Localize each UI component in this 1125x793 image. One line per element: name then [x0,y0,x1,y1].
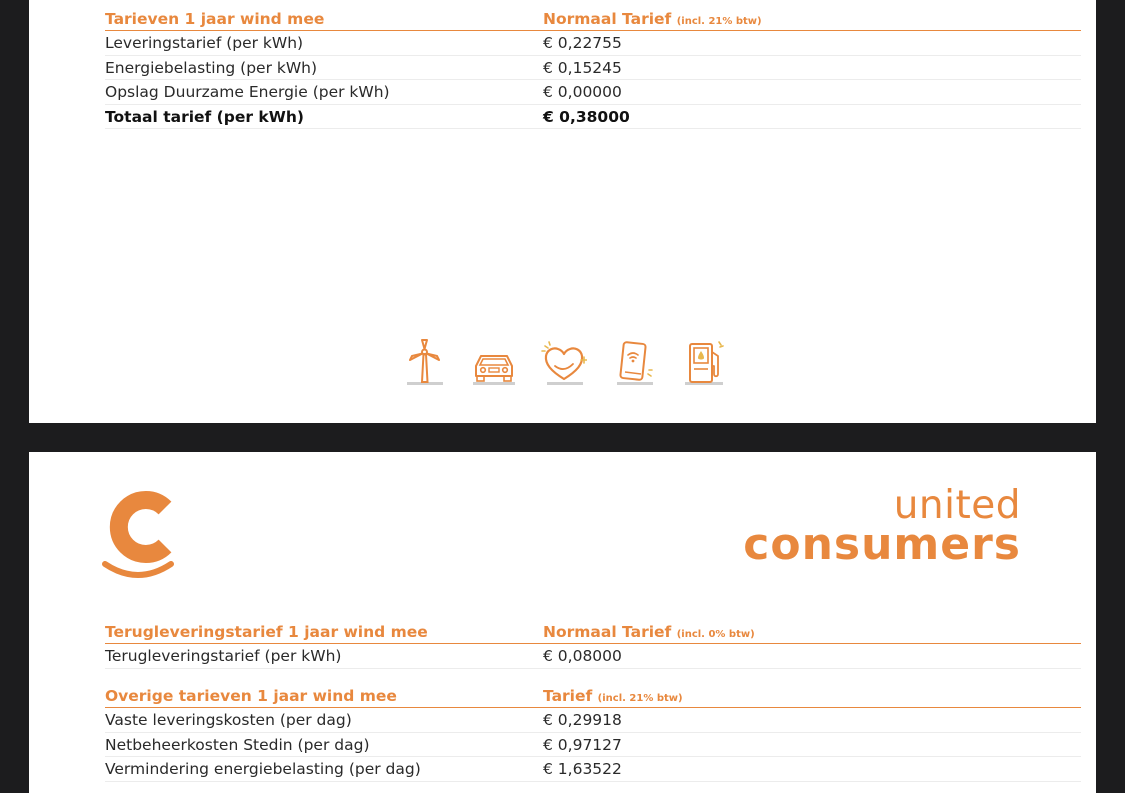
row-label: Opslag Duurzame Energie (per kWh) [105,83,390,101]
table-header [105,613,1081,644]
header-label: Terugleveringstarief 1 jaar wind mee [105,623,428,641]
heart-icon [541,338,587,388]
table-row [105,757,1081,782]
phone-icon [611,338,657,388]
table-row [105,708,1081,733]
row-label: Vaste leveringskosten (per dag) [105,711,352,729]
feature-icons [401,338,731,390]
tarieven-table [105,0,1081,129]
brand-wordmark [743,483,1021,570]
car-icon [471,338,517,388]
teruglevering-table [105,613,1081,669]
row-value: € 0,08000 [543,647,622,665]
header-tarief: Tarief (incl. 21% btw) [543,687,683,705]
row-value: € 0,15245 [543,58,622,77]
brand-line-consumers: consumers [743,519,1021,570]
table-header [105,0,1081,31]
row-label: Totaal tarief (per kWh) [105,107,304,126]
table-row [105,80,1081,105]
brand-line-united: united [893,483,1021,528]
row-value: € 0,29918 [543,711,622,729]
header-label: Overige tarieven 1 jaar wind mee [105,687,397,705]
table-row [105,56,1081,81]
row-label: Terugleveringstarief (per kWh) [105,647,342,665]
table-header [105,677,1081,708]
fuel-pump-icon [681,338,727,388]
header-tarief: Normaal Tarief (incl. 21% btw) [543,10,762,28]
row-value: € 0,38000 [543,107,630,126]
row-value: € 0,97127 [543,735,622,754]
header-tarief: Normaal Tarief (incl. 0% btw) [543,623,755,641]
table-row [105,31,1081,56]
row-value: € 1,63522 [543,760,622,778]
header-label: Tarieven 1 jaar wind mee [105,10,325,28]
document-page-2 [29,452,1096,793]
row-label: Netbeheerkosten Stedin (per dag) [105,735,370,754]
row-label: Vermindering energiebelasting (per dag) [105,760,421,778]
row-label: Leveringstarief (per kWh) [105,34,304,52]
row-value: € 0,00000 [543,83,622,101]
row-label: Energiebelasting (per kWh) [105,58,318,77]
table-row [105,733,1081,758]
table-row [105,644,1081,669]
row-value: € 0,22755 [543,34,622,52]
overige-tarieven-table [105,677,1081,782]
united-consumers-logo-icon [101,486,175,582]
wind-turbine-icon [401,338,447,388]
total-row [105,105,1081,130]
document-page-1 [29,0,1096,423]
